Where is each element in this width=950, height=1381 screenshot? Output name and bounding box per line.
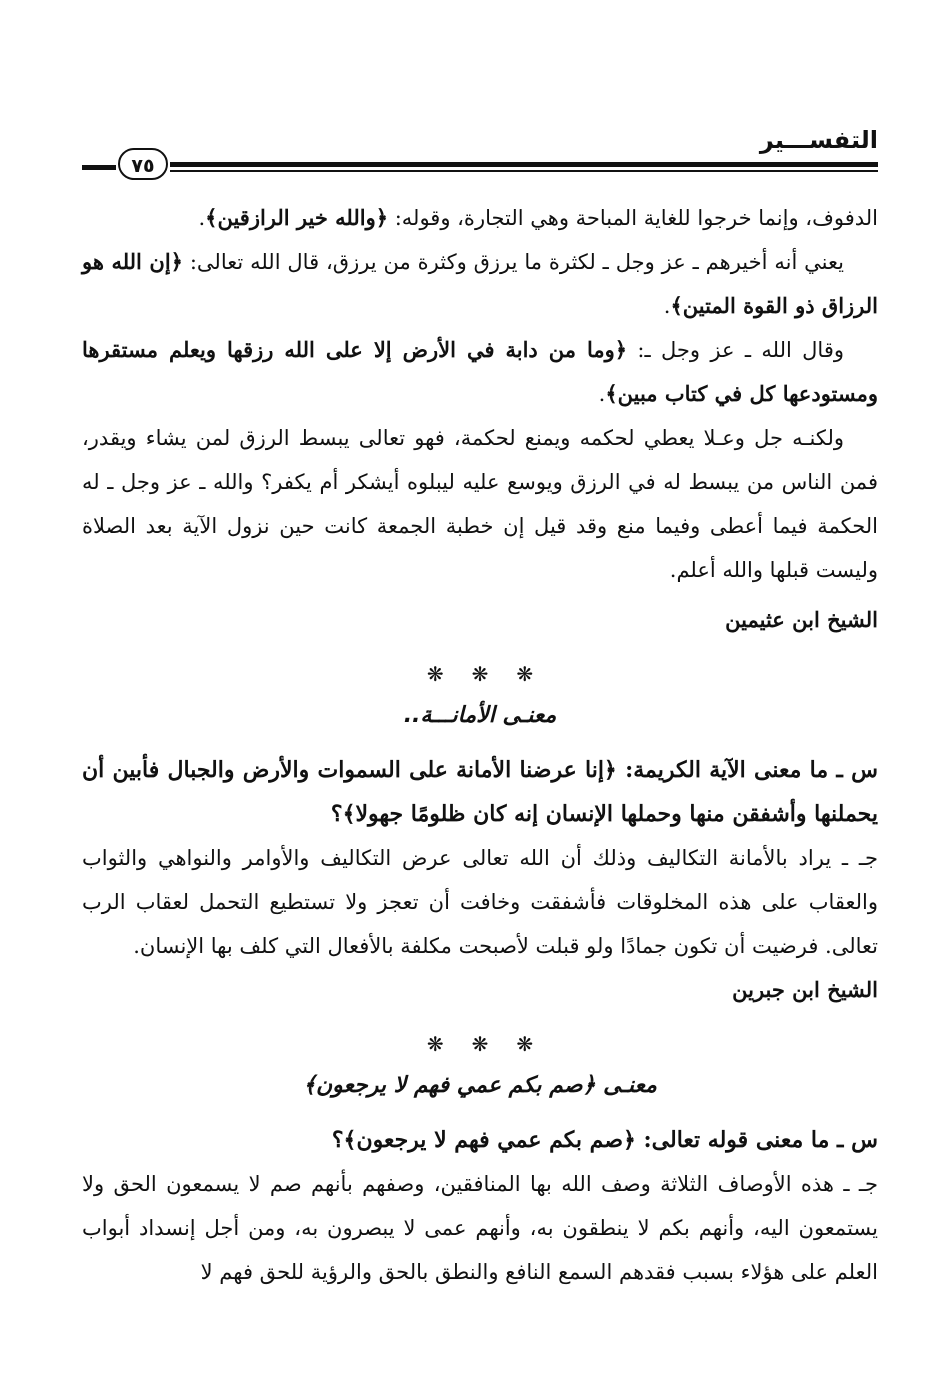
star-ornament-icon: ❋ bbox=[471, 1032, 489, 1056]
quran-verse: ﴿إنا عرضنا الأمانة على السموات والأرض والجبال فأبين أن يحملنها وأشفقن منها وحملها الإنسان إنه كان ظلومًا جهولا﴾ bbox=[82, 757, 878, 827]
star-ornament-icon: ❋ bbox=[426, 1032, 444, 1056]
paragraph-3 bbox=[82, 328, 878, 416]
question-1-label: س ـ ما معنى الآية الكريمة: bbox=[616, 757, 878, 783]
question-1 bbox=[82, 748, 878, 836]
punctuation: . bbox=[198, 206, 206, 230]
section-divider-stars bbox=[82, 654, 878, 694]
punctuation: . bbox=[663, 294, 671, 318]
page-number-badge: ٧٥ bbox=[118, 148, 168, 180]
star-ornament-icon: ❋ bbox=[516, 1032, 534, 1056]
punctuation: . bbox=[598, 382, 606, 406]
section-divider-stars bbox=[82, 1024, 878, 1064]
section-heading-amana: معنـى الأمانـــة.. bbox=[403, 703, 557, 728]
paragraph-2-text: يعني أنه أخيرهم ـ عز وجل ـ لكثرة ما يرزق وكثرة من يرزق، قال الله تعالى: bbox=[182, 250, 844, 274]
paragraph-1-text: الدفوف، وإنما خرجوا للغاية المباحة وهي التجارة، وقوله: bbox=[388, 206, 878, 230]
quran-verse: ﴿إن الله هو الرزاق ذو القوة المتين﴾ bbox=[82, 249, 878, 318]
paragraph-4: ولكنـه جل وعـلا يعطي لحكمه ويمنع لحكمة، فهو تعالى يبسط الرزق لمن يشاء ويقدر، فمن الناس من يبسط له في الرزق ويوسع عليه ليبلوه أيشكر أم يكفر؟ والله ـ عز وجل ـ له الحكمة فيما أعطى وفيما منع وقد قيل إن خطبة الجمعة كانت حين نزول الآية بعد الصلاة وليست قبلها والله أعلم. bbox=[82, 426, 878, 582]
paragraph-2 bbox=[82, 240, 878, 328]
header-rule-left bbox=[82, 165, 116, 170]
answer-2: جـ ـ هذه الأوصاف الثلاثة وصف الله بها المنافقين، وصفهم بأنهم صم لا يسمعون الحق ولا يستمعون اليه، وأنهم بكم لا ينطقون به، وأنهم عمى لا يبصرون به، ومن أجل إنسداد أبواب العلم على هؤلاء بسبب فقدهم السمع النافع والنطق بالحق والرؤية للحق فهم لا bbox=[82, 1172, 878, 1284]
quran-verse: ﴿وما من دابة في الأرض إلا على الله رزقها ويعلم مستقرها ومستودعها كل في كتاب مبين﴾ bbox=[82, 337, 878, 406]
answer-1: جـ ـ يراد بالأمانة التكاليف وذلك أن الله تعالى عرض التكاليف والأوامر والنواهي والثواب والعقاب على هذه المخلوقات فأشفقت وخافت أن تعجز ولا تستطيع التحمل لعقاب الرب تعالى. فرضيت أن تكون جمادًا ولو قبلت لأصبحت مكلفة بالأفعال التي كلف بها الإنسان. bbox=[82, 846, 878, 958]
header-rule-thin bbox=[170, 170, 878, 172]
star-ornament-icon: ❋ bbox=[426, 662, 444, 686]
question-2 bbox=[82, 1118, 878, 1162]
paragraph-1 bbox=[82, 196, 878, 240]
header-rule-thick bbox=[170, 162, 878, 167]
quran-verse: ﴿صم بكم عمي فهم لا يرجعون﴾ bbox=[343, 1127, 636, 1153]
signature-ibn-jibreen: الشيخ ابن جبرين bbox=[732, 977, 878, 1002]
signature-ibn-uthaymin: الشيخ ابن عثيمين bbox=[725, 607, 878, 632]
page-body bbox=[82, 196, 878, 1294]
section-heading-summ-bukm: معنـى ﴿صم بكم عمي فهم لا يرجعون﴾ bbox=[303, 1073, 657, 1098]
question-2-label: س ـ ما معنى قوله تعالى: bbox=[635, 1127, 878, 1153]
punctuation: ؟ bbox=[331, 1127, 344, 1153]
paragraph-3-text: وقال الله ـ عز وجل ـ: bbox=[627, 338, 844, 362]
punctuation: ؟ bbox=[330, 801, 343, 827]
star-ornament-icon: ❋ bbox=[471, 662, 489, 686]
quran-verse: ﴿والله خير الرازقين﴾ bbox=[205, 205, 389, 230]
running-header-title: التفســـير bbox=[759, 126, 878, 154]
star-ornament-icon: ❋ bbox=[516, 662, 534, 686]
